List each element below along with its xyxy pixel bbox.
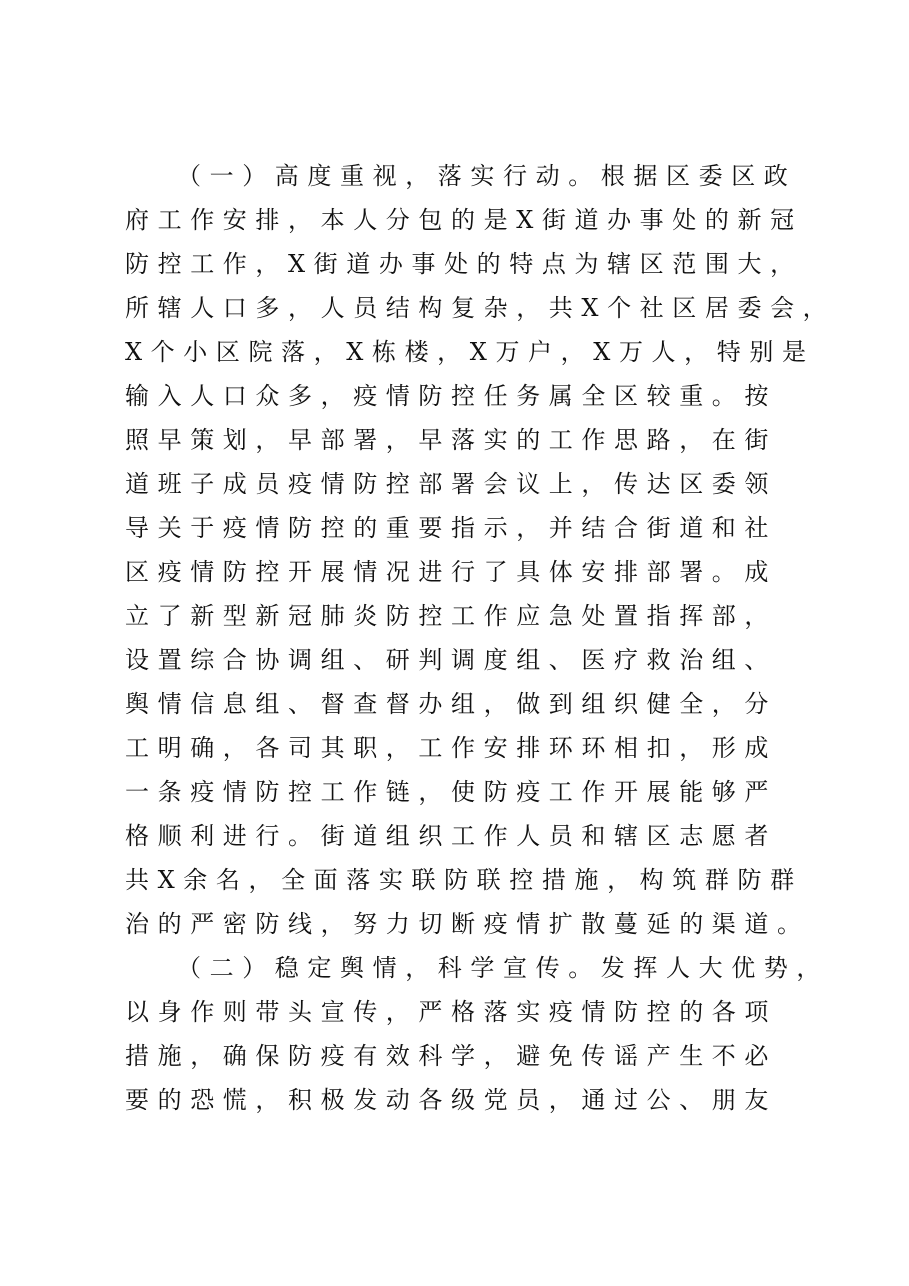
body-text — [125, 154, 836, 1122]
text-line: 输入人口众多，疫情防控任务属全区较重。按 — [125, 382, 777, 410]
text-line: 以身作则带头宣传，严格落实疫情防控的各项 — [125, 998, 777, 1026]
text-line: 府工作安排，本人分包的是X街道办事处的新冠 — [125, 206, 803, 234]
text-line: 要的恐慌，积极发动各级党员，通过公、朋友 — [125, 1086, 777, 1114]
text-line: 道班子成员疫情防控部署会议上，传达区委领 — [125, 470, 777, 498]
text-line: 导关于疫情防控的重要指示，并结合街道和社 — [125, 514, 777, 542]
text-line: 设置综合协调组、研判调度组、医疗救治组、 — [125, 646, 777, 674]
text-line: 格顺利进行。街道组织工作人员和辖区志愿者 — [125, 822, 777, 850]
text-line: 所辖人口多，人员结构复杂，共X个社区居委会， — [125, 294, 836, 322]
text-line: 共X余名，全面落实联防联控措施，构筑群防群 — [125, 866, 803, 894]
text-line: 区疫情防控开展情况进行了具体安排部署。成 — [125, 558, 777, 586]
text-line: 防控工作，X街道办事处的特点为辖区范围大， — [125, 250, 803, 278]
text-line: 一条疫情防控工作链，使防疫工作开展能够严 — [125, 778, 777, 806]
text-line: X个小区院落，X栋楼，X万户，X万人，特别是 — [125, 338, 815, 366]
text-line: （二）稳定舆情，科学宣传。发挥人大优势， — [177, 954, 829, 982]
text-line: 照早策划，早部署，早落实的工作思路，在街 — [125, 426, 777, 454]
text-line: 工明确，各司其职，工作安排环环相扣，形成 — [125, 734, 777, 762]
text-line: （一）高度重视，落实行动。根据区委区政 — [177, 162, 797, 190]
text-line: 措施，确保防疫有效科学，避免传谣产生不必 — [125, 1042, 777, 1070]
text-line: 立了新型新冠肺炎防控工作应急处置指挥部， — [125, 602, 777, 630]
text-line: 舆情信息组、督查督办组，做到组织健全，分 — [125, 690, 777, 718]
text-line: 治的严密防线，努力切断疫情扩散蔓延的渠道。 — [125, 910, 810, 938]
